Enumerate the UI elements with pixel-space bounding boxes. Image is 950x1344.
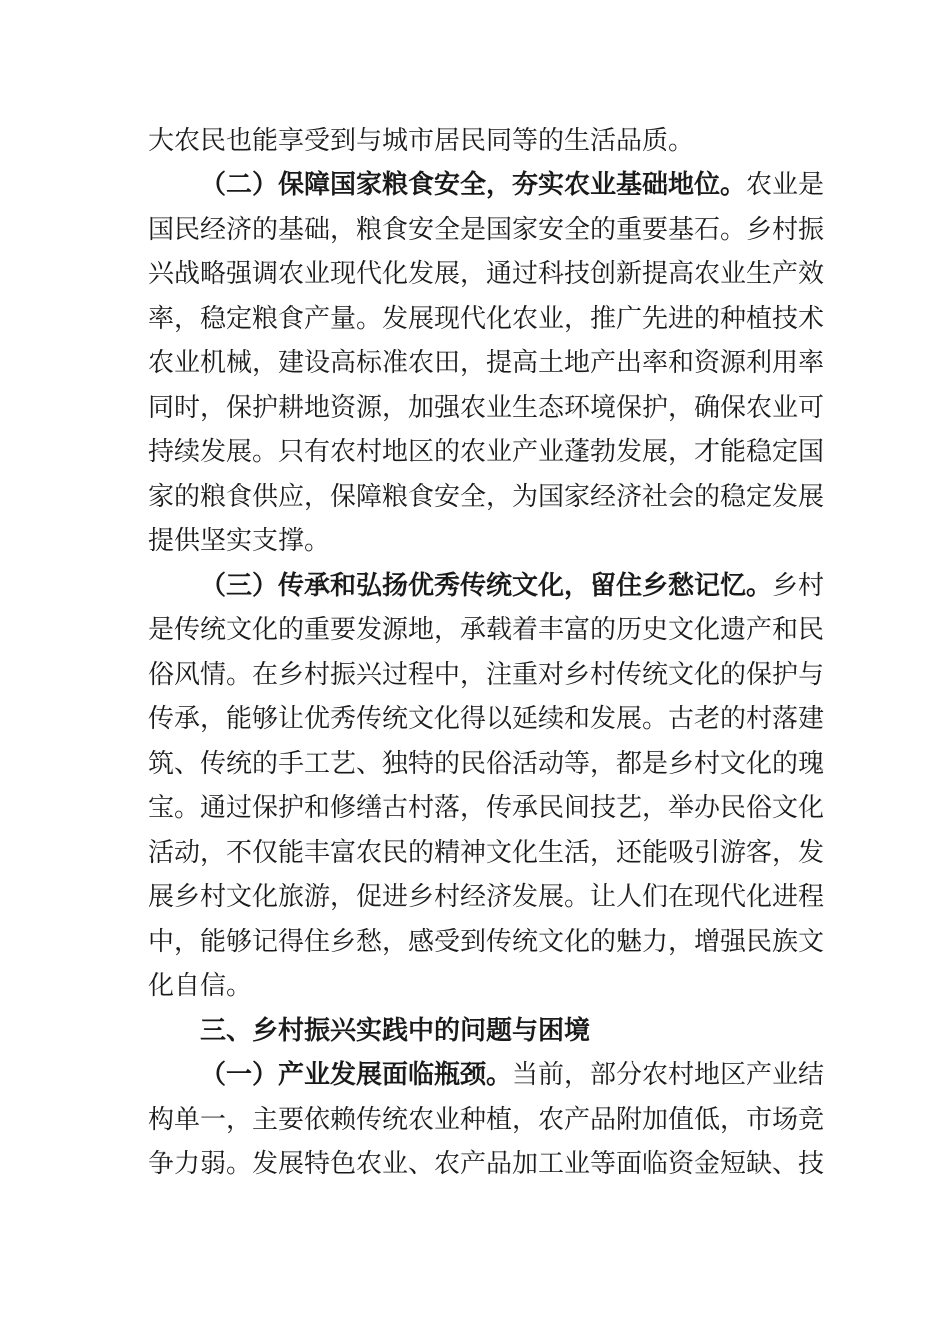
- subsection-1-heading: （一）产业发展面临瓶颈。: [200, 1060, 513, 1090]
- body-text: 国民经济的基础，粮食安全是国家安全的重要基石。乡村振: [148, 215, 825, 245]
- body-text: 传承，能够让优秀传统文化得以延续和发展。古老的村落建: [148, 704, 825, 734]
- body-line: [148, 742, 825, 786]
- chapter-3-heading: [200, 1009, 808, 1053]
- body-line: [148, 875, 825, 919]
- body-text: 宝。通过保护和修缮古村落，传承民间技艺，举办民俗文化: [148, 793, 825, 823]
- body-line: [148, 475, 825, 519]
- body-text: 构单一，主要依赖传统农业种植，农产品附加值低，市场竞: [148, 1105, 825, 1135]
- section-2-first-line: [200, 163, 825, 207]
- body-line: [148, 252, 825, 296]
- body-text: 化自信。: [148, 971, 253, 1001]
- body-line: [148, 831, 825, 875]
- body-text: 家的粮食供应，保障粮食安全，为国家经济社会的稳定发展: [148, 482, 825, 512]
- body-line: [148, 297, 825, 341]
- body-line: [148, 519, 808, 563]
- body-text: 提供坚实支撑。: [148, 526, 331, 556]
- body-line: [148, 697, 825, 741]
- body-text: 俗风情。在乡村振兴过程中，注重对乡村传统文化的保护与: [148, 660, 825, 690]
- body-line: [148, 386, 825, 430]
- body-text: 活动，不仅能丰富农民的精神文化生活，还能吸引游客，发: [148, 838, 825, 868]
- chapter-3-heading-text: 三、乡村振兴实践中的问题与困境: [200, 1016, 591, 1046]
- body-line: [148, 1142, 825, 1186]
- body-line: [148, 208, 825, 252]
- body-text: 持续发展。只有农村地区的农业产业蓬勃发展，才能稳定国: [148, 437, 825, 467]
- body-text: 大农民也能享受到与城市居民同等的生活品质。: [148, 126, 695, 156]
- body-line: [148, 786, 825, 830]
- body-line: [148, 608, 825, 652]
- body-text: 同时，保护耕地资源，加强农业生态环境保护，确保农业可: [148, 393, 825, 423]
- body-text: 兴战略强调农业现代化发展，通过科技创新提高农业生产效: [148, 259, 825, 289]
- body-text: 展乡村文化旅游，促进乡村经济发展。让人们在现代化进程: [148, 882, 825, 912]
- body-text: 是传统文化的重要发源地，承载着丰富的历史文化遗产和民: [148, 615, 825, 645]
- body-line: [148, 920, 825, 964]
- body-text: 筑、传统的手工艺、独特的民俗活动等，都是乡村文化的瑰: [148, 749, 825, 779]
- section-2-heading: （二）保障国家粮食安全，夯实农业基础地位。: [200, 170, 747, 200]
- body-text: 乡村: [772, 571, 825, 601]
- body-line: [148, 964, 808, 1008]
- body-text: 当前，部分农村地区产业结: [512, 1060, 825, 1090]
- body-text: 农业机械，建设高标准农田，提高土地产出率和资源利用率: [148, 348, 825, 378]
- body-line: [148, 653, 825, 697]
- section-3-first-line: [200, 564, 825, 608]
- body-text: 率，稳定粮食产量。发展现代化农业，推广先进的种植技术: [148, 304, 825, 334]
- body-text: 中，能够记得住乡愁，感受到传统文化的魅力，增强民族文: [148, 927, 825, 957]
- body-text: 农业是: [746, 170, 825, 200]
- body-line: [148, 341, 825, 385]
- body-line: [148, 430, 825, 474]
- body-text: 争力弱。发展特色农业、农产品加工业等面临资金短缺、技: [148, 1149, 825, 1179]
- body-line: [148, 1098, 825, 1142]
- body-line: [148, 119, 808, 163]
- section-3-heading: （三）传承和弘扬优秀传统文化，留住乡愁记忆。: [200, 571, 773, 601]
- subsection-1-first-line: [200, 1053, 825, 1097]
